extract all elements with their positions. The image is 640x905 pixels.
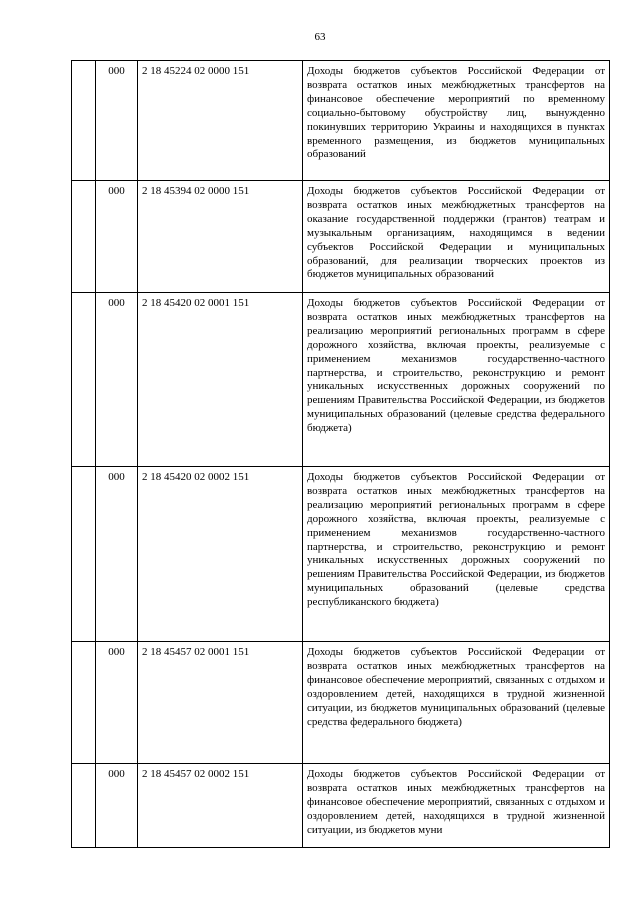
budget-code-cell: 2 18 45224 02 0000 151 [138, 61, 303, 181]
admin-code-cell: 000 [96, 181, 138, 293]
blank-cell [72, 181, 96, 293]
admin-code-cell: 000 [96, 293, 138, 467]
page-number: 63 [314, 31, 326, 43]
description-cell: Доходы бюджетов субъектов Российской Федерации от возврата остатков иных межбюджетных трансфертов на финансовое обеспечение мероприятий, связанных с отдыхом и оздоровлением детей, находящихся в трудной жизненной ситуации, из бюджетов муни [303, 764, 610, 848]
budget-code-cell: 2 18 45457 02 0001 151 [138, 642, 303, 764]
description-cell: Доходы бюджетов субъектов Российской Федерации от возврата остатков иных межбюджетных трансфертов на реализацию мероприятий региональных программ в сфере дорожного хозяйства, включая проекты, реализуемые с применением механизмов государственно-частного партнерства, и строительство, реконструкцию и ремонт уникальных искусственных дорожных сооружений по решениям Правительства Российской Федерации, из бюджетов муниципальных образований (целевые средства федерального бюджета) [303, 293, 610, 467]
budget-code-cell: 2 18 45457 02 0002 151 [138, 764, 303, 848]
blank-cell [72, 764, 96, 848]
description-cell: Доходы бюджетов субъектов Российской Федерации от возврата остатков иных межбюджетных трансфертов на оказание государственной поддержки (грантов) театрам и музыкальным организациям, находящимся в ведении субъектов Российской Федерации и муниципальных образований, для реализации творческих проектов из бюджетов муниципальных образований [303, 181, 610, 293]
admin-code-cell: 000 [96, 642, 138, 764]
table-row [72, 642, 610, 764]
budget-code-cell: 2 18 45420 02 0002 151 [138, 467, 303, 642]
admin-code-cell: 000 [96, 467, 138, 642]
description-cell: Доходы бюджетов субъектов Российской Федерации от возврата остатков иных межбюджетных трансфертов на реализацию мероприятий региональных программ в сфере дорожного хозяйства, включая проекты, реализуемые с применением механизмов государственно-частного партнерства, и строительство, реконструкцию и ремонт уникальных искусственных дорожных сооружений по решениям Правительства Российской Федерации, из бюджетов муниципальных образований (целевые средства республиканского бюджета) [303, 467, 610, 642]
table-row [72, 61, 610, 181]
description-cell: Доходы бюджетов субъектов Российской Федерации от возврата остатков иных межбюджетных трансфертов на финансовое обеспечение мероприятий по временному социально-бытовому обустройству лиц, вынужденно покинувших территорию Украины и находящихся в пунктах временного размещения, из бюджетов муниципальных образований [303, 61, 610, 181]
blank-cell [72, 467, 96, 642]
budget-revenue-table [71, 60, 610, 848]
admin-code-cell: 000 [96, 764, 138, 848]
table-row [72, 181, 610, 293]
table-row [72, 293, 610, 467]
budget-code-cell: 2 18 45420 02 0001 151 [138, 293, 303, 467]
blank-cell [72, 293, 96, 467]
budget-code-cell: 2 18 45394 02 0000 151 [138, 181, 303, 293]
admin-code-cell: 000 [96, 61, 138, 181]
blank-cell [72, 61, 96, 181]
table-row [72, 764, 610, 848]
description-cell: Доходы бюджетов субъектов Российской Федерации от возврата остатков иных межбюджетных трансфертов на финансовое обеспечение мероприятий, связанных с отдыхом и оздоровлением детей, находящихся в трудной жизненной ситуации, из бюджетов муниципальных образований (целевые средства федерального бюджета) [303, 642, 610, 764]
blank-cell [72, 642, 96, 764]
table-row [72, 467, 610, 642]
